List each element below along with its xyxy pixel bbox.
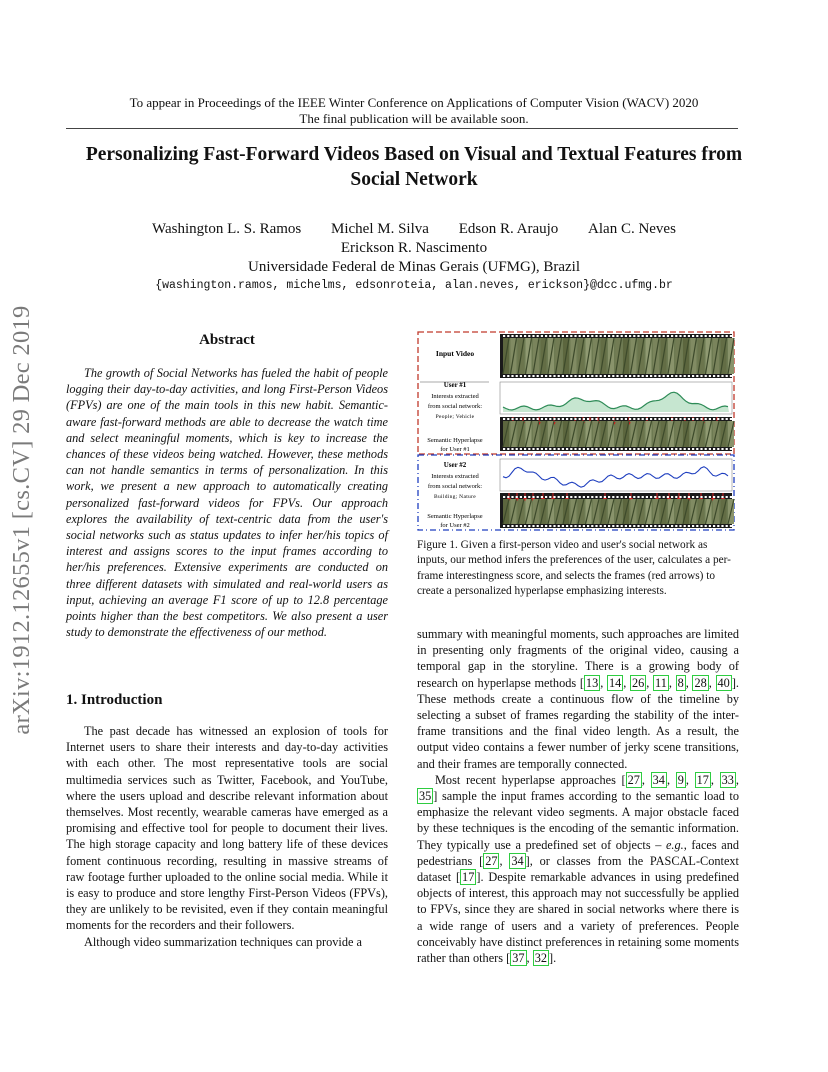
citation-group: 37 , 32 — [512, 951, 547, 966]
citation-link[interactable]: 32 — [534, 951, 547, 966]
author-name: Washington L. S. Ramos — [152, 221, 302, 237]
user2-line1: Interests extracted — [431, 473, 479, 480]
affiliation: Universidade Federal de Minas Gerais (UFMG), Brazil — [248, 259, 580, 275]
author-name: Erickson R. Nascimento — [340, 240, 488, 256]
citation-link[interactable]: 27 — [485, 853, 498, 868]
text-run: summary with meaningful moments, such approaches are limited in presenting only fragments of the original video, causing a temporal gap in the storyline. There is a growing body of research on hyperlapse methods — [417, 627, 739, 690]
arxiv-stamp-text: arXiv:1912.12655v1 [cs.CV] 29 Dec 2019 — [8, 305, 35, 735]
citation-link[interactable]: 8 — [677, 675, 684, 690]
text-run: . — [553, 951, 557, 966]
citation-link[interactable]: 27 — [627, 772, 640, 787]
paragraph: Although video summarization techniques can provide a — [84, 934, 362, 949]
section-heading-introduction: 1. Introduction — [66, 692, 163, 708]
citation-link[interactable]: 14 — [608, 675, 622, 690]
user2-line2: from social network: — [427, 483, 483, 490]
citation-link[interactable]: 40 — [717, 675, 730, 690]
arxiv-stamp — [0, 280, 44, 760]
text-run: . These methods create a continuous flow of the timeline by selecting a subset of frames regarding the stability of the inter-frame transitions and the final video length. As a result, the output video contains a fewer number of jerky scene transitions, and their frames are temporally connected. — [417, 675, 739, 771]
intro-left-column — [66, 723, 388, 950]
text-run: Most recent hyperlapse approaches — [435, 772, 622, 787]
citation-link[interactable]: 17 — [462, 870, 475, 885]
citation-link[interactable]: 35 — [419, 789, 432, 804]
citation-link[interactable]: 37 — [512, 951, 525, 966]
user2-hyperlapse-line1: Semantic Hyperlapse — [427, 513, 483, 520]
conference-note-line1: To appear in Proceedings of the IEEE Winter Conference on Applications of Computer Vision (WACV) 2020 — [129, 95, 699, 110]
citation-link[interactable]: 11 — [655, 675, 667, 690]
conference-note-line2: The final publication will be available soon. — [299, 111, 529, 126]
text-run: e.g. — [665, 837, 684, 852]
input-video-label: Input Video — [435, 349, 475, 358]
citation-link[interactable]: 26 — [631, 675, 645, 690]
header-rule — [66, 128, 738, 129]
paragraph: Most recent hyperlapse approaches [ 27 , 34 , 9 , 17 , 33 , 35 ] sample the input frames according to the semantic load to emphasize the relevant video segments. A major obstacle faced by these techniques is the encoding of the semantic information. They typically use a predefined set of objects – e.g., faces and pedestrians [ 27 , 34 ], or classes from the PASCAL-Context dataset [ 17 ]. Despite remarkable advances in using predefined objects of interest, this approach may not successfully be applied to FPVs, since they are shared in social networks where there is a wide range of users and a variety of preferences. People conceivably have distinct preferences in retaining some moments rather than others [ 37 , 32 ]. — [417, 772, 739, 966]
paragraph: The past decade has witnessed an explosion of tools for Internet users to share their interests and day-to-day activities with each other. The most representative tools are social multimedia services such as Twitter, Facebook, and YouTube, where the users upload and describe relevant information about themselves. Most recently, wearable cameras have emerged as a promising and effective tool for people to document their lives. The high storage capacity and long battery life of these devices foment continuous recording, resulting in massive streams of raw footage further uploaded to the online social media. While it is easy to produce and store lengthy First-Person Videos (FPVs), they are unlikely to be revisited, even if they contain meaningful moments for the recorders and their followers. — [66, 724, 388, 933]
author-emails: {washington.ramos, michelms, edsonroteia, alan.neves, erickson}@dcc.ufmg.br — [155, 279, 673, 292]
text-run: sample the input frames according to the semantic load to emphasize the relevant video segments. A major obstacle faced by these techniques is the encoding of the semantic information. They typically use a predefined set of objects – — [417, 789, 739, 852]
right-column-text — [417, 626, 739, 966]
citation-group: 27 , 34 — [485, 853, 524, 868]
citation-link[interactable]: 28 — [694, 675, 707, 690]
abstract-text: The growth of Social Networks has fueled the habit of people logging their day-to-day activities, and long First-Person Videos (FPVs) are one of the main tools in this new habit. Semantic-aware fast-forward methods are able to decrease the watch time and select meaningful moments, which is key to increase the chances of these videos being watched. However, these methods can not handle semantics in terms of personalization. In this work, we present a new approach to automatically creating personalized fast-forward videos for FPVs. Our approach explores the availability of text-centric data from the user's social networks such as status updates to infer her/his topics of interest and assigns scores to the input frames according to her/his preferences. Extensive experiments are conducted on three different datasets with simulated and real-world users as input, achieving an average F1 score of up to 12.8 percentage points higher than the best competitors. We also present a user study to demonstrate the effectiveness of our method. — [66, 366, 388, 640]
citation-group — [460, 869, 476, 885]
user2-hyperlapse-line2: for User #2 — [440, 522, 470, 529]
citation-group: 13 , 14 , 26 , 11 , 8 , 28 , 40 — [585, 675, 730, 690]
abstract-heading: Abstract — [199, 332, 255, 348]
user1-interests: People; Vehicle — [435, 414, 475, 420]
user2-interest-curve-box — [500, 459, 732, 491]
figure-1-caption: Figure 1. Given a first-person video and user's social network as inputs, our method infers the preferences of the user, calculates a per-frame interestingness score, and selects the frames (red arrows) to create a personalized hyperlapse emphasizing interests. — [417, 539, 731, 597]
citation-link[interactable]: 34 — [652, 772, 665, 787]
user2-title: User #2 — [443, 461, 467, 469]
text-run: . Despite remarkable advances in using predefined objects of interest, this approach may not successfully be applied to FPVs, since they are shared in social networks where there is a wide range of users and a variety of preferences. People conceivably have distinct preferences in retaining some moments rather than others — [417, 870, 739, 966]
citation-link[interactable]: 9 — [677, 772, 684, 787]
citation-group: 27 , 34 , 9 , 17 , 33 , 35 — [419, 772, 739, 804]
filmstrip-frames — [503, 335, 734, 377]
citation-link[interactable]: 17 — [696, 772, 709, 787]
figure-1 — [417, 330, 739, 532]
citation-link[interactable]: 34 — [511, 853, 524, 868]
citation-link[interactable]: 13 — [585, 675, 599, 690]
text-run: , faces and pedestrians — [417, 837, 739, 868]
author-name: Michel M. Silva — [331, 221, 429, 237]
paper-title: Personalizing Fast-Forward Videos Based on Visual and Textual Features from Social Network — [85, 144, 743, 190]
user1-interest-curve-box — [500, 382, 732, 414]
user1-hyperlapse-line2: for User #1 — [440, 446, 470, 453]
text-run: , or classes from the PASCAL-Context dataset — [417, 853, 739, 885]
figure-1-graphic — [417, 330, 739, 532]
user1-hyperlapse-line1: Semantic Hyperlapse — [427, 437, 483, 444]
author-name: Alan C. Neves — [588, 221, 676, 237]
citation-link[interactable]: 33 — [721, 772, 734, 787]
paragraph: summary with meaningful moments, such approaches are limited in presenting only fragments of the original video, causing a temporal gap in the storyline. There is a growing body of research on hyperlapse methods [ 13 , 14 , 26 , 11 , 8 , 28 , 40 ]. These methods create a continuous flow of the timeline by selecting a subset of frames regarding the stability of the inter-frame transitions and the final video length. As a result, the output video contains a fewer number of jerky scene transitions, and their frames are temporally connected. — [417, 627, 739, 771]
user1-title: User #1 — [443, 381, 467, 389]
filmstrip-frames — [503, 496, 734, 527]
user2-interests: Building; Nature — [434, 494, 476, 500]
user1-line2: from social network: — [427, 403, 483, 410]
author-name: Edson R. Araujo — [458, 221, 559, 237]
author-list — [0, 220, 828, 239]
user1-line1: Interests extracted — [431, 393, 479, 400]
filmstrip-frames — [503, 418, 734, 450]
